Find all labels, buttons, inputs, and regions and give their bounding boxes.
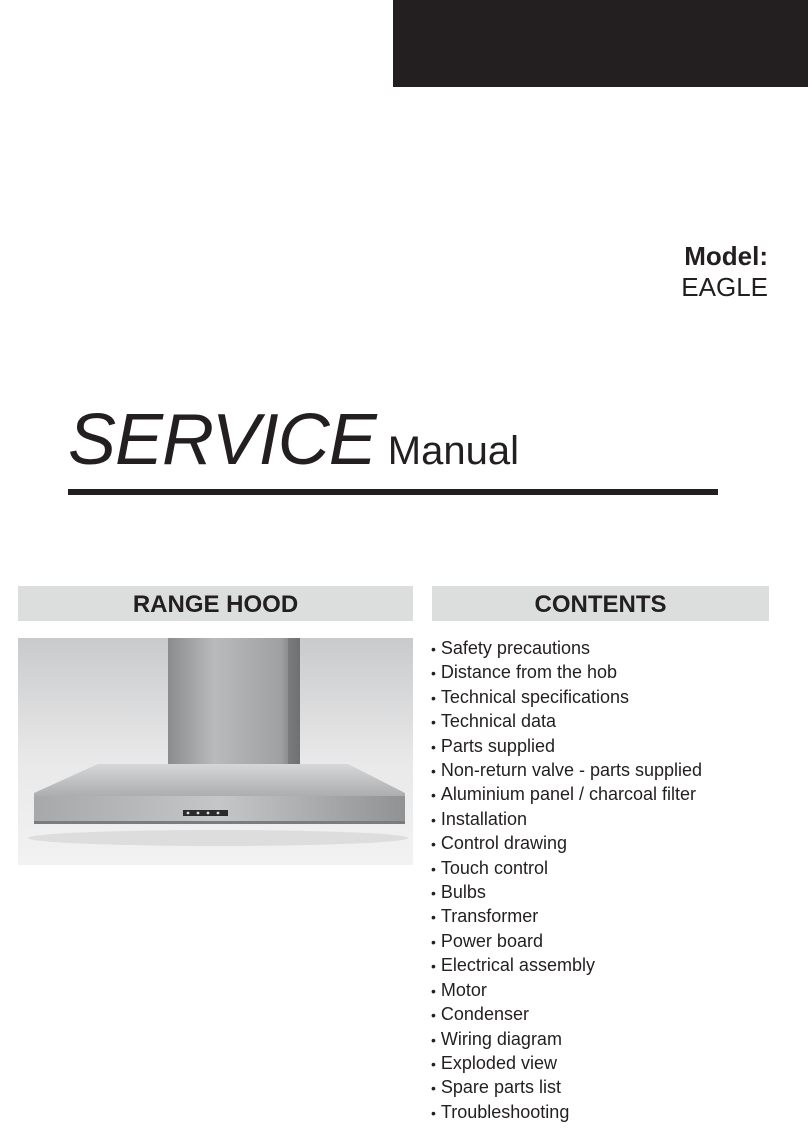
contents-item: • Safety precautions (431, 637, 702, 661)
title-underline (68, 489, 718, 495)
contents-item: • Distance from the hob (431, 661, 702, 685)
contents-item: • Condenser (431, 1003, 702, 1027)
contents-item: • Troubleshooting (431, 1101, 702, 1125)
contents-item: • Exploded view (431, 1052, 702, 1076)
model-label: Model: (684, 241, 768, 271)
contents-item: • Motor (431, 979, 702, 1003)
contents-item: • Non-return valve - parts supplied (431, 759, 702, 783)
header-black-bar (393, 0, 808, 87)
contents-item: • Touch control (431, 857, 702, 881)
contents-item: • Power board (431, 930, 702, 954)
contents-item: • Wiring diagram (431, 1028, 702, 1052)
title-service: SERVICE (68, 400, 376, 480)
range-hood-photo (18, 638, 413, 865)
contents-item: • Electrical assembly (431, 954, 702, 978)
contents-item: • Technical data (431, 710, 702, 734)
range-hood-illustration (18, 638, 413, 865)
contents-item: • Bulbs (431, 881, 702, 905)
contents-item: • Installation (431, 808, 702, 832)
contents-list (431, 637, 702, 1125)
touch-control-panel-icon (183, 810, 228, 816)
contents-item: • Spare parts list (431, 1076, 702, 1100)
title-manual: Manual (387, 429, 519, 473)
contents-item: • Control drawing (431, 832, 702, 856)
contents-header: CONTENTS (432, 586, 769, 621)
range-hood-header: RANGE HOOD (18, 586, 413, 621)
contents-item: • Aluminium panel / charcoal filter (431, 783, 702, 807)
contents-item: • Parts supplied (431, 735, 702, 759)
document-title (68, 400, 519, 491)
model-block (681, 240, 768, 302)
model-value: EAGLE (681, 272, 768, 302)
contents-item: • Technical specifications (431, 686, 702, 710)
contents-item: • Transformer (431, 905, 702, 929)
